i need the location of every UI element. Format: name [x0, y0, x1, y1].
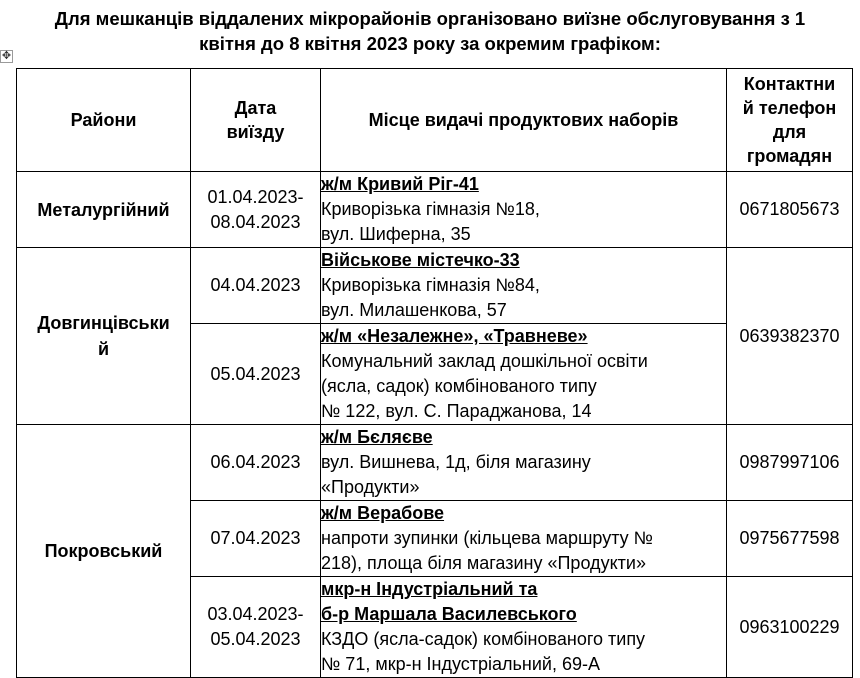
place-title: ж/м «Незалежне», «Травневе»: [321, 326, 588, 346]
move-arrows-icon[interactable]: ✥: [1, 50, 12, 62]
table-row: [17, 248, 853, 324]
phone-cell: 0639382370: [727, 248, 853, 425]
header-row: [17, 69, 853, 172]
place-cell: мкр-н Індустріальний та б-р Маршала Василевського КЗДО (ясла-садок) комбінованого типу № 71, мкр-н Індустріальний, 69-А: [321, 577, 727, 678]
district-cell: Довгинцівськи й: [17, 248, 191, 425]
date-cell: 03.04.2023- 05.04.2023: [191, 577, 321, 678]
header-phone: Контактни й телефон для громадян: [727, 69, 853, 172]
place-cell: ж/м «Незалежне», «Травневе» Комунальний заклад дошкільної освіти (ясла, садок) комбінованого типу № 122, вул. С. Параджанова, 14: [321, 324, 727, 425]
place-cell: ж/м Кривий Ріг-41 Криворізька гімназія №18, вул. Шиферна, 35: [321, 172, 727, 248]
date-cell: 01.04.2023- 08.04.2023: [191, 172, 321, 248]
district-cell: Металургійний: [17, 172, 191, 248]
heading-line: квітня до 8 квітня 2023 року за окремим графіком:: [199, 33, 661, 54]
heading-line: Для мешканців віддалених мікрорайонів організовано виїзне обслуговування з 1: [54, 8, 806, 29]
date-cell: 05.04.2023: [191, 324, 321, 425]
place-title: ж/м Бєляєве: [321, 427, 433, 447]
place-title: мкр-н Індустріальний та: [321, 579, 538, 599]
date-cell: 06.04.2023: [191, 425, 321, 501]
schedule-table: [16, 68, 853, 678]
place-cell: Військове містечко-33 Криворізька гімназія №84, вул. Милашенкова, 57: [321, 248, 727, 324]
header-district: Райони: [17, 69, 191, 172]
place-title: ж/м Кривий Ріг-41: [321, 174, 479, 194]
phone-cell: 0671805673: [727, 172, 853, 248]
phone-cell: 0987997106: [727, 425, 853, 501]
table-row: [17, 172, 853, 248]
place-title: б-р Маршала Василевського: [321, 604, 577, 624]
phone-cell: 0963100229: [727, 577, 853, 678]
place-cell: ж/м Бєляєве вул. Вишнева, 1д, біля магазину «Продукти»: [321, 425, 727, 501]
phone-cell: 0975677598: [727, 501, 853, 577]
date-cell: 04.04.2023: [191, 248, 321, 324]
table-row: [17, 425, 853, 501]
place-cell: ж/м Верабове напроти зупинки (кільцева маршруту № 218), площа біля магазину «Продукти»: [321, 501, 727, 577]
header-place: Місце видачі продуктових наборів: [321, 69, 727, 172]
page-heading: [0, 6, 860, 56]
place-title: Військове містечко-33: [321, 250, 520, 270]
place-title: ж/м Верабове: [321, 503, 445, 523]
date-cell: 07.04.2023: [191, 501, 321, 577]
district-cell: Покровський: [17, 425, 191, 678]
header-date: Дата виїзду: [191, 69, 321, 172]
